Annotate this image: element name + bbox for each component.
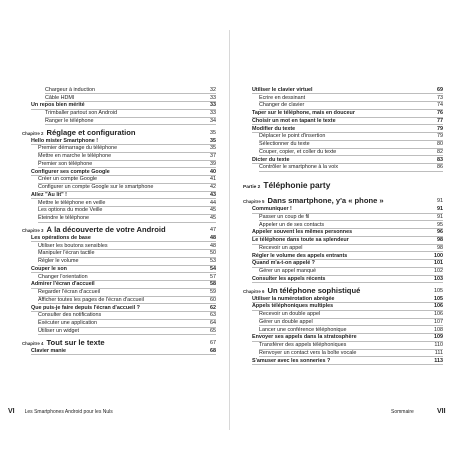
toc-entry [22, 242, 216, 250]
toc-entry-label: Admirer l'écran d'accueil [31, 281, 95, 288]
toc-page-number: 63 [210, 312, 216, 319]
toc-entry-label: Afficher toutes les pages de l'écran d'accueil [38, 296, 144, 303]
toc-entry [22, 160, 216, 168]
toc-chapter-heading [22, 125, 216, 137]
toc-entry [243, 275, 443, 283]
toc-entry-label: Couper le son [31, 265, 67, 272]
toc-entry-label: Câble HDMI [45, 94, 75, 101]
toc-entry-label: Le téléphone dans toute sa splendeur [252, 237, 349, 243]
toc-page-number: 48 [210, 234, 216, 241]
toc-entry-label: Utiliser les boutons sensibles [38, 242, 108, 249]
toc-page-number: 98 [437, 244, 443, 251]
toc-entry [243, 140, 443, 148]
toc-page-number: 80 [437, 141, 443, 147]
toc-page-number: 105 [434, 295, 443, 302]
toc-entry-label: Écrire en dessinant [259, 94, 306, 101]
toc-entry-label: Choisir un mot en tapant le texte [252, 117, 336, 124]
toc-entry [22, 250, 216, 258]
toc-page-number: 73 [437, 94, 443, 101]
toc-entry [22, 183, 216, 191]
toc-page-number: 86 [437, 164, 443, 171]
toc-entry [243, 94, 443, 102]
toc-page-number: 110 [434, 342, 443, 348]
toc-entry-label: Premier son téléphone [38, 160, 93, 167]
toc-entry-label: Appels téléphoniques multiples [252, 303, 334, 310]
toc-entry-label: Communiquer ! [252, 206, 292, 212]
toc-entry [243, 357, 443, 365]
toc-page-number: 45 [210, 215, 216, 221]
toc-entry [22, 191, 216, 199]
toc-entry-label: Régler le volume [38, 258, 79, 264]
toc-page-number: 34 [210, 117, 216, 124]
toc-entry-label: Configurer un compte Google sur le smartphone [38, 184, 154, 190]
part-number: Partie 2 [243, 185, 261, 191]
toc-part-heading [243, 177, 443, 191]
toc-page-number: 95 [437, 221, 443, 228]
toc-page-number: 102 [434, 268, 443, 274]
toc-entry [243, 318, 443, 326]
toc-entry-label: Dicter du texte [252, 156, 290, 163]
toc-entry [243, 117, 443, 125]
toc-entry-label: Passer un coup de fil [259, 213, 310, 220]
toc-entry-label: Que puis-je faire depuis l'écran d'accueil ? [31, 304, 140, 311]
chapter-title: À la découverte de votre Android [46, 226, 166, 234]
toc-entry-label: Trimballer partout son Android [45, 110, 118, 116]
toc-page-number: 60 [210, 296, 216, 303]
toc-page-number: 54 [210, 265, 216, 272]
toc-page-number: 107 [434, 318, 443, 325]
toc-entry [22, 257, 216, 265]
chapter-title: Dans smartphone, y'a « phone » [267, 197, 384, 206]
toc-entry [22, 234, 216, 242]
chapter-title: Tout sur le texte [46, 338, 105, 347]
toc-chapter-heading [22, 335, 216, 347]
toc-entry-label: Configurer ses compte Google [31, 168, 110, 175]
toc-entry-label: Un repos bien mérité [31, 102, 85, 109]
toc-page-number: 68 [210, 347, 216, 354]
toc-page-number: 69 [437, 86, 443, 93]
toc-entry [243, 236, 443, 244]
toc-entry-label: Déplacer le point d'insertion [259, 133, 326, 140]
toc-entry [243, 295, 443, 303]
toc-entry-label: Regarder l'écran d'accueil [38, 289, 100, 295]
toc-entry [22, 137, 216, 145]
toc-entry [243, 213, 443, 221]
toc-entry-label: Éteindre le téléphone [38, 215, 89, 221]
toc-page-number: 59 [210, 289, 216, 295]
toc-entry [22, 265, 216, 273]
toc-page-number: 43 [210, 191, 216, 198]
toc-entry [22, 296, 216, 304]
toc-entry [22, 347, 216, 355]
toc-page-number: 96 [437, 229, 443, 236]
toc-page-number: 113 [434, 357, 443, 364]
toc-entry [243, 349, 443, 357]
toc-entry [243, 156, 443, 164]
left-page [0, 0, 229, 459]
toc-entry-label: Envoyer ses appels dans la stratosphère [252, 334, 357, 341]
running-title: Sommaire [391, 409, 414, 415]
toc-entry-label: Clavier manie [31, 347, 67, 354]
toc-page-number: 44 [210, 199, 216, 206]
toc-entry [243, 334, 443, 342]
toc-page-number: 83 [437, 156, 443, 163]
toc-entry-label: Couper, copier, et coller du texte [259, 148, 337, 155]
toc-entry [22, 214, 216, 222]
toc-page-number: 77 [437, 117, 443, 124]
toc-list-right [243, 86, 443, 365]
toc-page-number: 40 [210, 168, 216, 175]
toc-entry [243, 109, 443, 117]
toc-entry [22, 117, 216, 125]
toc-entry-label: Créer un compte Google [38, 176, 98, 183]
toc-entry-label: Appeler un de ses contacts [259, 221, 325, 228]
toc-entry-label: Gérer un double appel [259, 318, 313, 325]
chapter-number: Chapitre 2 [22, 130, 44, 136]
toc-entry [243, 148, 443, 156]
toc-page-number: 35 [210, 145, 216, 152]
toc-chapter-heading [22, 222, 216, 234]
toc-entry [243, 86, 443, 94]
toc-page-number: 100 [434, 252, 443, 259]
toc-entry [22, 152, 216, 160]
toc-entry-label: Les opérations de base [31, 234, 91, 241]
toc-entry [243, 125, 443, 133]
toc-entry-label: Contrôler le smartphone à la voix [259, 164, 339, 171]
toc-page-number: 33 [210, 110, 216, 116]
toc-entry-label: S'amuser avec les sonneries ? [252, 357, 331, 364]
toc-page-number: 106 [434, 303, 443, 310]
toc-entry-label: Consulter des notifications [38, 312, 102, 319]
toc-page-number: 105 [434, 287, 443, 294]
toc-page-number: 48 [210, 242, 216, 249]
toc-entry [243, 267, 443, 275]
toc-page-number: 33 [210, 94, 216, 101]
toc-entry-label: Mettre le téléphone en veille [38, 199, 106, 206]
toc-entry [243, 221, 443, 229]
toc-page-number: 101 [434, 260, 443, 267]
left-folio: VI [8, 408, 15, 415]
toc-page-number: 106 [434, 311, 443, 317]
toc-page-number: 91 [437, 206, 443, 212]
toc-entry [22, 281, 216, 289]
left-footer [8, 408, 113, 415]
toc-entry [22, 86, 216, 94]
toc-page-number: 98 [437, 237, 443, 243]
toc-entry-label: Régler le volume des appels entrants [252, 252, 348, 259]
chapter-number: Chapitre 4 [22, 340, 44, 346]
right-folio: VII [437, 408, 446, 415]
toc-entry [22, 102, 216, 110]
toc-entry-label: Gérer un appel manqué [259, 268, 316, 274]
toc-page-number: 35 [210, 137, 216, 144]
toc-page-number: 57 [210, 273, 216, 280]
toc-entry [243, 310, 443, 318]
toc-entry [243, 303, 443, 311]
toc-entry [22, 168, 216, 176]
toc-page-number: 39 [210, 160, 216, 167]
toc-page-number: 45 [210, 207, 216, 214]
toc-entry [22, 94, 216, 102]
toc-page-number: 41 [210, 176, 216, 183]
toc-page-number: 82 [437, 148, 443, 155]
toc-page-number: 108 [434, 326, 443, 333]
chapter-title: Réglage et configuration [46, 128, 136, 137]
chapter-title: Un téléphone sophistiqué [267, 286, 361, 295]
toc-entry-label: Changer de clavier [259, 102, 305, 109]
toc-entry-label: Sélectionner du texte [259, 141, 310, 147]
toc-entry-label: Utiliser la numérotation abrégée [252, 295, 335, 302]
toc-page-number: 67 [210, 339, 216, 346]
toc-page-number: 50 [210, 250, 216, 257]
toc-entry-label: Exécuter une application [38, 320, 98, 326]
part-title: Téléphonie party [263, 182, 331, 191]
chapter-number: Chapitre 6 [243, 288, 265, 294]
toc-entry [22, 288, 216, 296]
toc-page-number: 42 [210, 184, 216, 190]
toc-entry-label: Recevoir un appel [259, 244, 303, 251]
toc-entry [22, 207, 216, 215]
toc-page-number: 79 [437, 125, 443, 132]
toc-entry [243, 252, 443, 260]
toc-entry [243, 229, 443, 237]
toc-entry-label: Modifier du texte [252, 125, 296, 132]
toc-entry-label: Quand m'a-t-on appelé ? [252, 260, 315, 267]
toc-page-number: 58 [210, 281, 216, 288]
toc-entry-label: Manipuler l'écran tactile [38, 250, 95, 257]
chapter-number: Chapitre 5 [243, 199, 265, 205]
right-page [230, 0, 459, 459]
toc-entry [22, 273, 216, 281]
toc-entry [22, 319, 216, 327]
toc-entry-label: Lancer une conférence téléphonique [259, 326, 347, 333]
toc-entry [22, 312, 216, 320]
toc-page-number: 91 [437, 198, 443, 205]
toc-page-number: 91 [437, 213, 443, 220]
toc-entry [22, 199, 216, 207]
toc-entry-label: Appeler souvent les mêmes personnes [252, 229, 353, 236]
toc-page-number: 47 [210, 227, 216, 233]
toc-page-number: 111 [434, 349, 443, 356]
chapter-number: Chapitre 3 [22, 228, 44, 233]
toc-page-number: 37 [210, 153, 216, 159]
toc-page-number: 35 [210, 129, 216, 136]
toc-entry-label: Transférer des appels téléphoniques [259, 342, 347, 348]
toc-page-number: 79 [437, 133, 443, 140]
toc-page-number: 103 [434, 275, 443, 282]
toc-entry-label: Mettre en marche le téléphone [38, 153, 112, 159]
toc-chapter-heading [243, 283, 443, 295]
toc-entry-label: Chargeur à induction [45, 86, 96, 93]
toc-page-number: 109 [434, 334, 443, 341]
toc-page-number: 74 [437, 102, 443, 109]
toc-entry-label: Premier démarrage du téléphone [38, 145, 118, 152]
toc-entry-label: Consulter les appels récents [252, 275, 326, 282]
toc-page-number: 76 [437, 110, 443, 116]
toc-entry-label: Les options du mode Veille [38, 207, 103, 214]
toc-entry-label: Hello mister Smartphone ! [31, 137, 99, 144]
toc-chapter-heading [243, 193, 443, 205]
toc-entry-label: Recevoir un double appel [259, 311, 321, 317]
toc-entry [22, 176, 216, 184]
toc-page-number: 53 [210, 258, 216, 264]
toc-entry [243, 164, 443, 172]
toc-entry-label: Changer l'orientation [38, 273, 88, 280]
toc-page-number: 32 [210, 86, 216, 93]
toc-entry [243, 102, 443, 110]
book-title: Les Smartphones Android pour les Nuls [24, 409, 113, 415]
toc-entry [243, 205, 443, 213]
toc-entry [243, 244, 443, 252]
toc-list-left [22, 86, 216, 355]
toc-page-number: 62 [210, 304, 216, 311]
toc-page-number: 33 [210, 102, 216, 109]
toc-page-number: 64 [210, 320, 216, 326]
toc-entry [243, 260, 443, 268]
toc-entry-label: Utiliser un widget [38, 327, 80, 334]
toc-entry [22, 304, 216, 312]
toc-entry [22, 327, 216, 335]
toc-entry [243, 341, 443, 349]
toc-entry [22, 109, 216, 117]
toc-entry-label: Ranger le téléphone [45, 117, 94, 124]
toc-entry-label: Allez "Au lit" ! [31, 191, 67, 198]
toc-entry [243, 326, 443, 334]
toc-entry-label: Taper sur le téléphone, mais en douceur [252, 110, 355, 116]
toc-page-number: 65 [210, 327, 216, 334]
toc-entry [22, 145, 216, 153]
toc-entry [243, 133, 443, 141]
toc-entry-label: Renvoyer un contact vers la boîte vocale [259, 349, 357, 356]
toc-entry-label: Utiliser le clavier virtuel [252, 86, 313, 93]
